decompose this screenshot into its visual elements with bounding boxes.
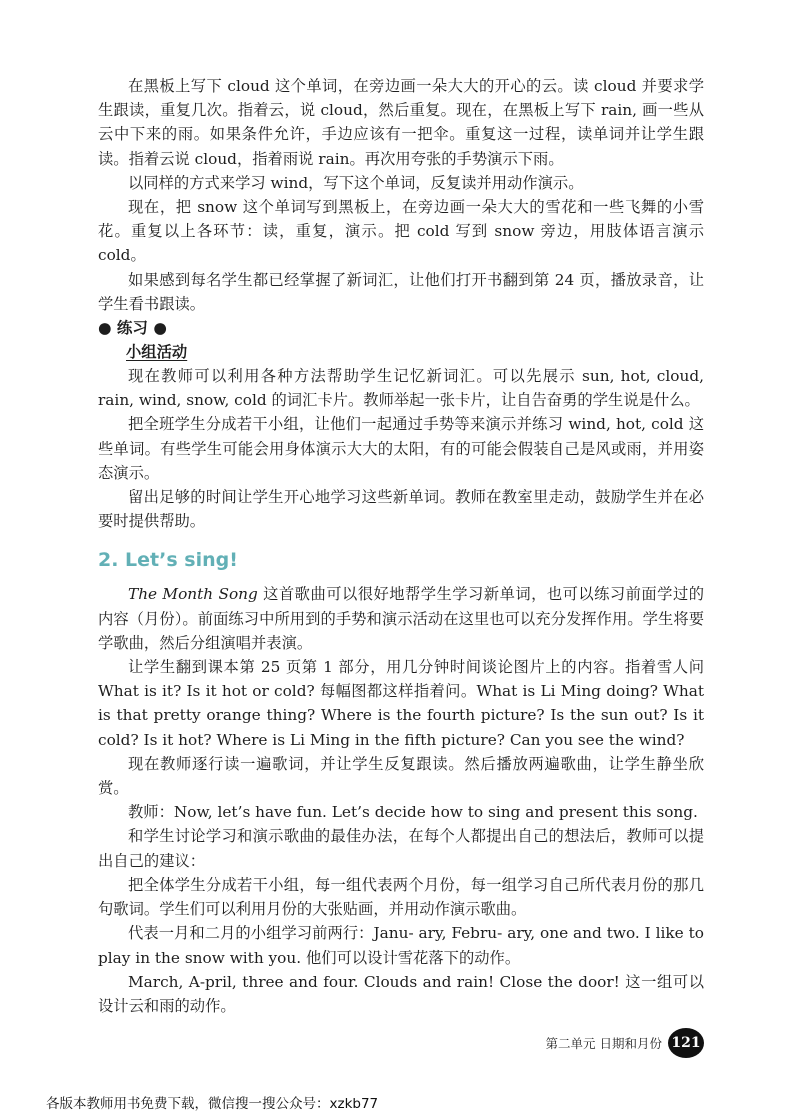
page-body [98,74,704,1018]
group-activity-heading: 小组活动 [126,343,188,362]
footer-unit-title: 第二单元 日期和月份 [545,1036,662,1051]
paragraph-read-lyrics: 现在教师逐行读一遍歌词，并让学生反复跟读。然后播放两遍歌曲，让学生静坐欣赏。 [98,754,704,798]
paragraph-mar-apr: March, A-pril, three and four. Clouds and rain! Close the door! 这一组可以设计云和雨的动作。 [98,972,704,1015]
paragraph-wind: 以同样的方式来学习 wind，写下这个单词，反复读并用动作演示。 [128,173,584,192]
exercise-heading: ● 练习 ● [98,319,167,338]
song-intro-text: 这首歌曲可以很好地帮学生学习新单词，也可以练习前面学过的内容（月份）。前面练习中所用到的手势和演示活动在这里也可以充分发挥作用。学生将要学歌曲，然后分组演唱并表演。 [98,585,704,652]
paragraph-song-intro [98,582,704,655]
section-heading-lets-sing: 2. Let’s sing! [98,549,238,572]
paragraph-snow: 现在，把 snow 这个单词写到黑板上，在旁边画一朵大大的雪花和一些飞舞的小雪花。重复以上各环节：读，重复，演示。把 cold 写到 snow 旁边，用肢体语言演示 cold。 [98,198,704,265]
download-note: 各版本教师用书免费下载，微信搜一搜公众号：xzkb77 [46,1096,379,1112]
song-title: The Month Song [128,585,258,604]
paragraph-cloud-rain: 在黑板上写下 cloud 这个单词，在旁边画一朵大大的开心的云。读 cloud 并要求学生跟读，重复几次。指着云，说 cloud，然后重复。现在，在黑板上写下 rain, 画一些从云中下来的雨。如果条件允许，手边应该有一把伞。重复这一过程，读单词并让学生跟读。指着云说 cloud，指着雨说 rain。再次用夸张的手势演示下雨。 [98,77,704,168]
paragraph-teacher-line: 教师：Now, let’s have fun. Let’s decide how to sing and present this song. [128,803,698,822]
paragraph-time-to-learn: 留出足够的时间让学生开心地学习这些新单词。教师在教室里走动，鼓励学生并在必要时提供帮助。 [98,488,704,531]
paragraph-discuss-pictures: 让学生翻到课本第 25 页第 1 部分，用几分钟时间谈论图片上的内容。指着雪人问 What is it? Is it hot or cold? 每幅图都这样指着问。What is Li Ming doing? What is that pretty orange thing? Where is the fourth picture? Is the sun out? Is it cold? Is it hot? Where is Li Ming in the fifth picture? Can you see the wind? [98,658,704,749]
paragraph-group-months: 把全体学生分成若干小组，每一组代表两个月份，每一组学习自己所代表月份的那几句歌词。学生们可以利用月份的大张贴画，并用动作演示歌曲。 [98,875,704,919]
paragraph-discuss-method: 和学生讨论学习和演示歌曲的最佳办法，在每个人都提出自己的想法后，教师可以提出自己的建议： [98,827,704,870]
paragraph-word-cards: 现在教师可以利用各种方法帮助学生记忆新词汇。可以先展示 sun, hot, cloud, rain, wind, snow, cold 的词汇卡片。教师举起一张卡片，让自告奋勇的学生说是什么。 [98,367,704,410]
paragraph-open-book: 如果感到每名学生都已经掌握了新词汇，让他们打开书翻到第 24 页，播放录音，让学生看书跟读。 [98,270,704,313]
paragraph-group-gestures: 把全班学生分成若干小组，让他们一起通过手势等来演示并练习 wind, hot, cold 这些单词。有些学生可能会用身体演示大大的太阳，有的可能会假装自己是风或雨，并用姿态演示。 [98,415,704,482]
page-number-badge: 121 [668,1028,704,1058]
page-footer [546,1028,704,1058]
paragraph-jan-feb: 代表一月和二月的小组学习前两行：Janu- ary, Febru- ary, one and two. I like to play in the snow with you. 他们可以设计雪花落下的动作。 [98,924,704,967]
